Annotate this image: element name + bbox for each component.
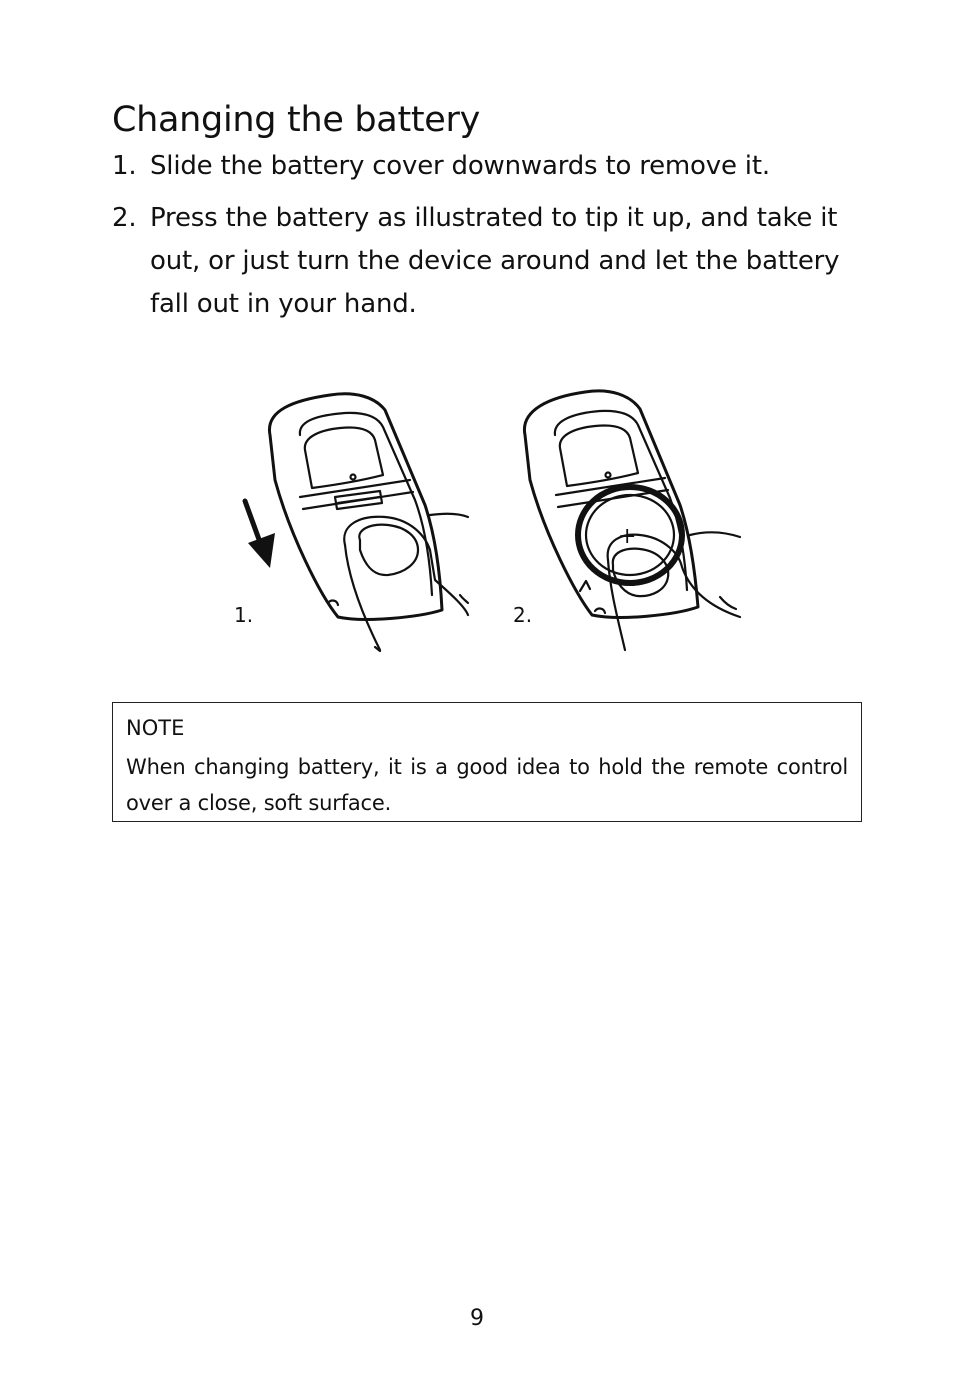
illustration-drawing bbox=[220, 385, 750, 660]
page-number: 9 bbox=[470, 1306, 484, 1331]
battery-plus-sign: + bbox=[618, 524, 637, 549]
battery-illustration bbox=[220, 385, 750, 660]
step-item bbox=[112, 145, 872, 188]
step-text: Press the battery as illustrated to tip it up, and take it out, or just turn the device around and let the battery fall out in your hand. bbox=[150, 203, 840, 319]
step-text: Slide the battery cover downwards to remove it. bbox=[150, 151, 770, 181]
page-title: Changing the battery bbox=[112, 100, 481, 140]
hand-icon bbox=[608, 532, 740, 650]
note-box bbox=[112, 702, 862, 822]
remote-control-icon bbox=[269, 394, 442, 620]
instruction-steps bbox=[112, 145, 872, 335]
note-text: When changing battery, it is a good idea to hold the remote control over a close, soft surface. bbox=[126, 755, 848, 815]
figure-label-1: 1. bbox=[234, 603, 254, 627]
step-number: 2. bbox=[112, 203, 137, 233]
arrow-down-icon bbox=[245, 501, 275, 568]
hand-icon bbox=[344, 514, 468, 651]
step-number: 1. bbox=[112, 151, 137, 181]
figure-label-2: 2. bbox=[513, 603, 533, 627]
step-item bbox=[112, 197, 872, 326]
note-title: NOTE bbox=[126, 716, 185, 740]
